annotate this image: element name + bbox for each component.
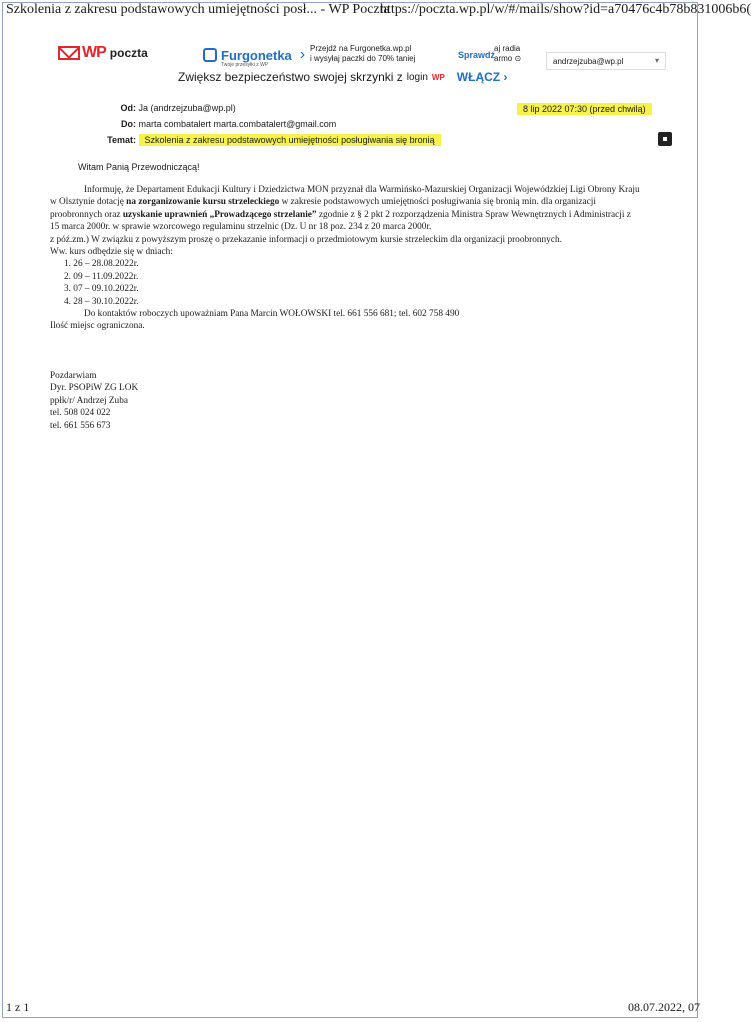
to-row <box>112 119 336 129</box>
enable-label: WŁĄCZ <box>456 70 501 84</box>
subject-label: Temat: <box>107 135 136 145</box>
from-row <box>112 103 236 113</box>
mail-date: 8 lip 2022 07:30 (przed chwilą) <box>517 103 652 115</box>
p1-bold-b: na zorganizowanie kursu strzeleckiego <box>126 197 280 208</box>
security-promo <box>178 70 507 84</box>
ad-tail <box>494 44 521 64</box>
user-email: andrzejzuba@wp.pl <box>553 56 624 66</box>
paragraph-2: z póź.zm.) W związku z powyższym proszę o przekazanie informacji o przedmiotowym kursie strzeleckim dla organizacji proobronnych. <box>50 234 562 245</box>
furgonetka-brand: Furgonetka <box>221 47 292 63</box>
signature-line: Pozdarwiam <box>50 371 97 381</box>
p1-text-a: Informuję, że Departament Edukacji Kultury i Dziedzictwa MON przyznał dla Warmińsko-Mazurskiej Organizacji Wojewódzkiej Ligi Obrony Kraju w Olsztynie dotację <box>50 185 640 208</box>
contact-line: Do kontaktów roboczych upoważniam Pana Marcin WOŁOWSKI tel. 661 556 681; tel. 602 758 490 <box>84 309 460 320</box>
user-account-menu[interactable] <box>546 52 666 70</box>
page-counter: 1 z 1 <box>6 1000 30 1014</box>
signature-line: tel. 661 556 673 <box>50 420 111 431</box>
ad-cta-button[interactable]: Sprawdź <box>458 50 496 60</box>
logo-brand: WP <box>82 44 106 61</box>
promo-text: Zwiększ bezpieczeństwo swojej skrzynki z <box>178 70 403 84</box>
browser-title: Szkolenia z zakresu podstawowych umiejętności posł... - WP Poczta <box>6 2 390 17</box>
mail-body <box>50 184 640 333</box>
print-datetime: 08.07.2022, 07 <box>628 1000 700 1014</box>
signature <box>50 370 138 432</box>
p1-text-c: w zakresie podstawowych umiejętności posługiwania się bronią min. dla organizacji proobronnych oraz <box>50 197 596 220</box>
dates-list <box>50 258 640 308</box>
furgonetka-box-icon <box>203 48 217 62</box>
to-label: Do: <box>121 119 136 129</box>
subject-row <box>103 135 441 145</box>
greeting: Witam Panią Przewodniczącą! <box>78 162 200 172</box>
limited-seats: Ilość miejsc ograniczona. <box>50 321 145 332</box>
list-item: 4. 28 – 30.10.2022r. <box>64 296 139 307</box>
dates-intro: Ww. kurs odbędzie się w dniach: <box>50 247 173 258</box>
subject-value: Szkolenia z zakresu podstawowych umiejętności posługiwania się bronią <box>139 134 441 146</box>
signature-line: ppłk/r/ Andrzej Zuba <box>50 395 128 406</box>
from-label: Od: <box>120 103 136 113</box>
list-item: 3. 07 – 09.10.2022r. <box>64 284 139 295</box>
page-frame <box>2 2 698 1018</box>
signature-line: Dyr. PSOPiW ZG LOK <box>50 383 139 394</box>
ad-line-2: i wysyłaj paczki do 70% taniej <box>310 54 416 63</box>
chevron-down-icon: ▾ <box>654 56 659 65</box>
enable-button[interactable]: WŁĄCZ › <box>456 70 508 84</box>
to-value[interactable]: marta combatalert marta.combatalert@gmail.com <box>138 119 337 129</box>
chevron-right-icon: › <box>299 46 306 63</box>
ad-line-1: Przejdź na Furgonetka.wp.pl <box>310 44 412 53</box>
furgonetka-ad[interactable] <box>203 46 306 68</box>
ad-tail-2: armo <box>494 54 513 63</box>
wp-poczta-logo[interactable] <box>58 44 148 62</box>
ad-banner[interactable] <box>310 44 522 64</box>
signature-line: tel. 508 024 022 <box>50 408 111 419</box>
furgonetka-sub: Twoje przesyłki z WP <box>221 62 269 68</box>
p1-bold-d: uzyskanie uprawnień „Prowadzącego strzelanie” <box>122 209 317 220</box>
p1-text-e: zgodnie z § 2 pkt 2 rozporządzenia Ministra Spraw Wewnętrznych i Administracji z 15 marca 2000r. w sprawie wzorcowego regulaminu strzelnic (Dz. U nr 18 poz. 234 z 20 marca 2000r. <box>50 209 631 233</box>
play-icon[interactable]: ⊙ <box>514 54 522 63</box>
list-item: 2. 09 – 11.09.2022r. <box>64 271 139 282</box>
more-actions-icon[interactable] <box>658 132 672 146</box>
envelope-icon <box>58 46 80 60</box>
ad-tail-1: aj radia <box>494 44 521 53</box>
promo-wp: WP <box>431 72 445 82</box>
from-value[interactable]: Ja (andrzejzuba@wp.pl) <box>138 103 236 113</box>
promo-login: login <box>406 71 428 83</box>
list-item: 1. 26 – 28.08.2022r. <box>64 259 139 270</box>
paragraph-1 <box>50 184 640 234</box>
logo-text: poczta <box>109 46 148 60</box>
browser-url: https://poczta.wp.pl/w/#/mails/show?id=a70476c4b78b831006b6( <box>380 2 751 17</box>
